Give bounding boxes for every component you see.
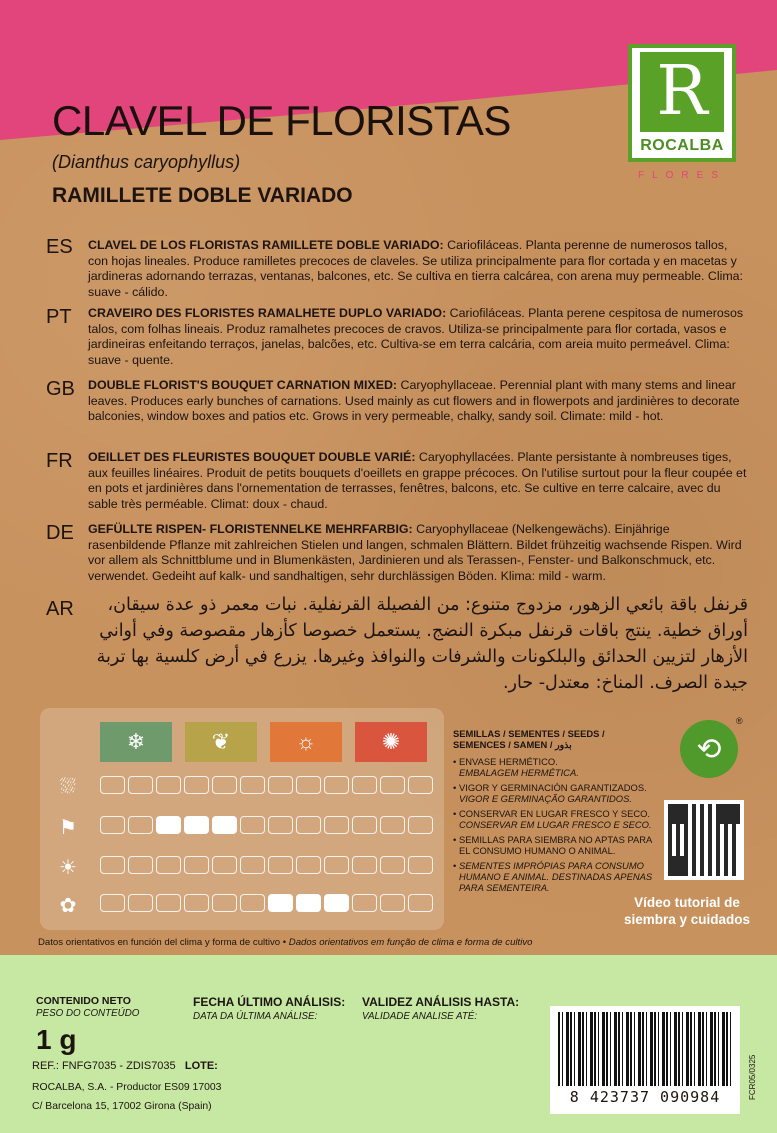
validity-label-alt: VALIDADE ANALISE ATÉ:: [362, 1011, 478, 1022]
logo-brand: ROCALBA: [640, 137, 724, 154]
sowing-calendar: [40, 708, 444, 930]
lang-code: AR: [46, 598, 74, 620]
lang-code: DE: [46, 522, 74, 544]
calendar-cell: [408, 856, 433, 874]
calendar-cell: [156, 894, 181, 912]
calendar-cell-active: [212, 816, 237, 834]
description-text: DOUBLE FLORIST'S BOUQUET CARNATION MIXED: Caryophyllaceae. Perennial plant with many stems and linear leaves. Produces early bunches of carnations. Used mainly as cut flowers and in flowerpots and jardinières to decorate balconies, window boxes and patios etc. Grows in very permeable, chalky, sandy soil. Climate: mild - hot.: [88, 378, 740, 424]
video-tutorial-label: Vídeo tutorial de siembra y cuidados: [623, 895, 751, 927]
calendar-cell: [408, 894, 433, 912]
lang-code: PT: [46, 306, 72, 328]
calendar-cell: [380, 776, 405, 794]
qr-code[interactable]: [664, 800, 744, 880]
calendar-cell: [212, 856, 237, 874]
description-text: CLAVEL DE LOS FLORISTAS RAMILLETE DOBLE VARIADO: Cariofiláceas. Planta perenne de numerosos tallos, con hojas lineales. Produce ramilletes precoces de claveles. Se utiliza principalmente para flor cortada y en macetas y jardineras adornando terrazas, ventanas, balcones, etc. Se cultiva en tierra calcárea, con arena muy permeable. Clima: suave - cálido.: [88, 238, 743, 299]
lang-code: GB: [46, 378, 75, 400]
analysis-date-label-alt: DATA DA ÚLTIMA ANÁLISE:: [193, 1011, 318, 1022]
seed-info-item: • SEMILLAS PARA SIEMBRA NO APTAS PARA EL CONSUMO HUMANO O ANIMAL.: [453, 834, 663, 856]
harvest-icon: ✿: [59, 894, 77, 917]
seed-info: [453, 728, 663, 897]
calendar-cell: [380, 894, 405, 912]
calendar-cell: [100, 856, 125, 874]
calendar-cell-active: [156, 816, 181, 834]
lang-code: ES: [46, 236, 73, 258]
calendar-cell: [352, 856, 377, 874]
calendar-cell: [352, 776, 377, 794]
logo-subtitle: FLORES: [637, 170, 726, 181]
calendar-cell: [184, 776, 209, 794]
product-title: CLAVEL DE FLORISTAS: [52, 97, 511, 144]
calendar-cell: [268, 856, 293, 874]
scientific-name: (Dianthus caryophyllus): [52, 152, 241, 172]
calendar-cell: [324, 816, 349, 834]
calendar-cell: [380, 856, 405, 874]
sowing-icon: ⛆: [60, 775, 76, 798]
description-text: قرنفل باقة بائعي الزهور، مزدوج متنوع: من الفصيلة القرنفلية. نبات معمر ذو عدة سيقان، أوراق خطية. ينتج باقات قرنفل مبكرة النضج. يستعمل خصوصا كأزهار مقصوصة وفي أواني الأزهار لتزيين الحدائق والبلكونات والشرفات والنوافذ وغيرها. يزرع في أرض كلسية بها تربة جيدة الصرف. المناخ: معتدل- حار.: [96, 595, 748, 693]
barcode: [550, 1006, 740, 1114]
sun-icon: ☼: [270, 722, 342, 762]
calendar-cell: [100, 894, 125, 912]
seed-info-item: • ENVASE HERMÉTICO. EMBALAGEM HERMÉTICA.: [453, 756, 663, 778]
variety-name: RAMILLETE DOBLE VARIADO: [52, 184, 353, 207]
address: C/ Barcelona 15, 17002 Girona (Spain): [32, 1101, 212, 1112]
calendar-cell: [408, 776, 433, 794]
calendar-cell-active: [296, 894, 321, 912]
calendar-cell: [128, 894, 153, 912]
calendar-cell-active: [184, 816, 209, 834]
calendar-cell: [324, 856, 349, 874]
calendar-cell-active: [268, 894, 293, 912]
calendar-cell: [128, 816, 153, 834]
net-content-label: CONTENIDO NETO: [36, 995, 131, 1007]
leaf-icon: ❦: [185, 722, 257, 762]
calendar-cell: [128, 776, 153, 794]
calendar-cell: [184, 856, 209, 874]
calendar-cell: [408, 816, 433, 834]
calendar-cell: [296, 776, 321, 794]
producer: ROCALBA, S.A. - Productor ES09 17003: [32, 1082, 222, 1093]
seed-info-heading-1: SEMILLAS / SEMENTES / SEEDS /: [453, 728, 605, 739]
maple-leaf-icon: ✺: [355, 722, 427, 762]
calendar-cell: [128, 856, 153, 874]
rocalba-logo: [628, 44, 736, 192]
calendar-row-harvest: [100, 894, 433, 914]
calendar-cell: [156, 776, 181, 794]
analysis-date-label: FECHA ÚLTIMO ANÁLISIS:: [193, 995, 346, 1009]
seed-info-item: • CONSERVAR EN LUGAR FRESCO Y SECO. CONSERVAR EM LUGAR FRESCO E SECO.: [453, 808, 663, 830]
calendar-cell: [100, 776, 125, 794]
green-dot-recycle-icon: ⟲: [680, 720, 738, 778]
reference-line: REF.: FNFG7035 - ZDIS7035 LOTE:: [32, 1060, 218, 1072]
transplant-icon: ☀: [59, 856, 77, 879]
barcode-bars: [558, 1012, 732, 1086]
calendar-cell: [240, 856, 265, 874]
snowflake-icon: ❄: [100, 722, 172, 762]
calendar-cell: [212, 776, 237, 794]
calendar-cell: [268, 776, 293, 794]
disclaimer: Datos orientativos en función del clima y forma de cultivo • Dados orientativos em função de clima e forma de cultivo: [38, 937, 533, 948]
calendar-cell: [380, 816, 405, 834]
calendar-cell: [352, 816, 377, 834]
description-text: OEILLET DES FLEURISTES BOUQUET DOUBLE VARIÉ: Caryophyllacées. Plante persistante à nombreuses tiges, aux feuilles linéaires. Produit de petits bouquets d'oeillets en grappe précoces. On l'utilise surtout pour la fleur coupée et en pots et jardinières dans l'ornementation de terrasses, fenêtres, balcons, etc. Se cultive en terre calcaire, avec du sable très perméable. Climat: doux - chaud.: [88, 450, 747, 511]
lang-code: FR: [46, 450, 73, 472]
calendar-cell-active: [324, 894, 349, 912]
description-text: GEFÜLLTE RISPEN- FLORISTENNELKE MEHRFARBIG: Caryophyllaceae (Nelkengewächs). Einjährige rasenbildende Pflanze mit zahlreichen Stielen und langen, schmalen Blättern. Bildet frühzeitig wachsende Rispen. Wird vor allem als Schnittblume und in Blumenkästen, Jardinieren und als Terassen-, Fenster- und Balkonschmuck, etc. verwendet. Gedeiht auf kalk- und sandhaltigen, sehr durchlässigen Böden. Klima: mild - warm.: [88, 522, 742, 583]
calendar-cell: [352, 894, 377, 912]
calendar-cell: [212, 894, 237, 912]
registered-mark: ®: [736, 716, 743, 726]
calendar-cell: [296, 856, 321, 874]
seedbed-icon: ⚑: [59, 816, 77, 839]
calendar-row-transplant: [100, 856, 433, 876]
calendar-row-seedbed: [100, 816, 433, 836]
calendar-cell: [240, 894, 265, 912]
net-weight: 1 g: [36, 1024, 77, 1055]
seed-info-heading-2: SEMENCES / SAMEN / بذور: [453, 739, 572, 750]
calendar-cell: [100, 816, 125, 834]
description-text: CRAVEIRO DES FLORISTES RAMALHETE DUPLO VARIADO: Cariofiláceas. Planta perene cespitosa de numerosos talos, com folhas lineais. Produz ramalhetes precoces de cravos. Utiliza-se principalmente para flor cortada, vasos e jardineiras enfeitando terraços, janelas, balcões, etc. Cultiva-se em terra calcária, com areia muito permeável. Clima: suave - quente.: [88, 306, 744, 367]
seed-info-item: • VIGOR Y GERMINACIÓN GARANTIZADOS. VIGOR E GERMINAÇÃO GARANTIDOS.: [453, 782, 663, 804]
calendar-cell: [240, 776, 265, 794]
calendar-cell: [184, 894, 209, 912]
calendar-cell: [296, 816, 321, 834]
side-code: FCR05/0325: [748, 1054, 757, 1100]
calendar-cell: [268, 816, 293, 834]
seed-info-item: • SEMENTES IMPRÓPIAS PARA CONSUMO HUMANO E ANIMAL. DESTINADAS APENAS PARA SEMENTEIRA.: [453, 860, 663, 893]
net-content-label-alt: PESO DO CONTEÚDO: [36, 1008, 140, 1019]
validity-label: VALIDEZ ANÁLISIS HASTA:: [362, 995, 520, 1009]
logo-letter: R: [640, 52, 724, 132]
barcode-number: 8 423737 090984: [569, 1088, 721, 1106]
calendar-cell: [324, 776, 349, 794]
calendar-row-sowing: [100, 776, 433, 796]
calendar-cell: [156, 856, 181, 874]
calendar-cell: [240, 816, 265, 834]
